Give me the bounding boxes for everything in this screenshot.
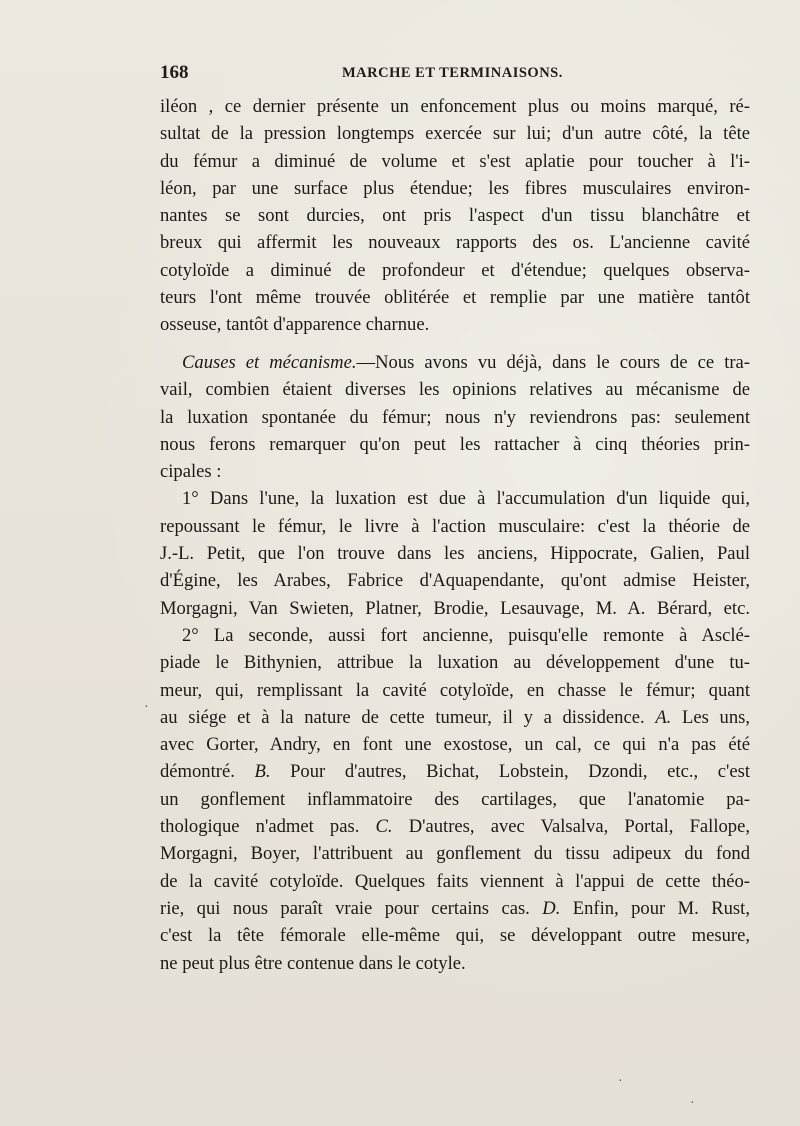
text-line: avec Gorter, Andry, en font une exostose, un cal, ce qui n'a pas été: [160, 734, 750, 756]
paper-speck: ·: [690, 1096, 695, 1111]
text-line: cipales :: [160, 461, 222, 483]
text-line: Morgagni, Boyer, l'attribuent au gonflement du tissu adipeux du fond: [160, 843, 750, 865]
item-marker-d: D.: [542, 897, 561, 919]
text-span: démontré.: [160, 761, 235, 783]
text-line: du fémur a diminué de volume et s'est aplatie pour toucher à l'i-: [160, 150, 750, 172]
running-title: MARCHE ET TERMINAISONS.: [342, 65, 563, 81]
section-heading: Causes et mécanisme.: [182, 352, 357, 373]
text-line: meur, qui, remplissant la cavité cotyloïde, en chasse le fémur; quant: [160, 679, 750, 701]
item-marker-b: B.: [254, 761, 271, 783]
text-line: nantes se sont durcies, ont pris l'aspect d'un tissu blanchâtre et: [160, 205, 750, 227]
text-span: au siége et à la nature de cette tumeur, il y a dissidence.: [160, 706, 645, 728]
text-line: la luxation spontanée du fémur; nous n'y reviendrons pas: seulement: [160, 406, 750, 428]
text-line: breux qui affermit les nouveaux rapports des os. L'ancienne cavité: [160, 232, 750, 254]
paragraph-causes: [160, 349, 750, 977]
text-line: piade le Bithynien, attribue la luxation au développement d'une tu-: [160, 652, 750, 674]
text-line: J.-L. Petit, que l'on trouve dans les anciens, Hippocrate, Galien, Paul: [160, 543, 750, 565]
text-line: [160, 758, 750, 785]
item-marker-a: A.: [655, 706, 672, 728]
page-header: [160, 62, 748, 86]
text-line: léon, par une surface plus étendue; les fibres musculaires environ-: [160, 177, 750, 199]
text-line: [160, 813, 750, 840]
text-line: c'est la tête fémorale elle-même qui, se développant outre mesure,: [160, 925, 750, 947]
text-span: Les uns,: [671, 706, 751, 728]
text-line: ne peut plus être contenue dans le cotyle.: [160, 952, 466, 974]
text-line: sultat de la pression longtemps exercée sur lui; d'un autre côté, la tête: [160, 123, 750, 145]
text-line: vail, combien étaient diverses les opinions relatives au mécanisme de: [160, 379, 750, 401]
text-line: [160, 704, 750, 731]
margin-mark: ·: [144, 700, 149, 715]
text-span: D'autres, avec Valsalva, Portal, Fallope,: [392, 816, 751, 838]
text-line: de la cavité cotyloïde. Quelques faits viennent à l'appui de cette théo-: [160, 870, 750, 892]
text-line: teurs l'ont même trouvée oblitérée et remplie par une matière tantôt: [160, 287, 750, 309]
text-line: 1° Dans l'une, la luxation est due à l'accumulation d'un liquide qui,: [182, 488, 750, 510]
text-span: —Nous avons vu déjà, dans le cours de ce tra-: [356, 352, 750, 373]
text-line: Morgagni, Van Swieten, Platner, Brodie, Lesauvage, M. A. Bérard, etc.: [160, 597, 750, 619]
text-span: Enfin, pour M. Rust,: [560, 897, 750, 919]
text-line: un gonflement inflammatoire des cartilages, que l'anatomie pa-: [160, 788, 750, 810]
text-line: [160, 895, 750, 922]
text-span: rie, qui nous paraît vraie pour certains cas.: [160, 897, 530, 919]
text-line: [160, 349, 750, 376]
text-span: Pour d'autres, Bichat, Lobstein, Dzondi, etc., c'est: [270, 761, 751, 783]
text-line: cotyloïde a diminué de profondeur et d'étendue; quelques observa-: [160, 259, 750, 281]
paragraph-anatomy: [160, 93, 750, 339]
text-line: osseuse, tantôt d'apparence charnue.: [160, 314, 430, 336]
text-line: d'Égine, les Arabes, Fabrice d'Aquapendante, qu'ont admise Heister,: [160, 570, 750, 592]
paper-speck: ·: [618, 1074, 623, 1089]
text-line: nous ferons remarquer qu'on peut les rattacher à cinq théories prin-: [160, 433, 750, 455]
text-line: iléon , ce dernier présente un enfoncement plus ou moins marqué, ré-: [160, 96, 750, 117]
item-marker-c: C.: [375, 816, 393, 838]
text-line: repoussant le fémur, le livre à l'action musculaire: c'est la théorie de: [160, 515, 750, 537]
page-number: 168: [160, 62, 189, 83]
text-span: thologique n'admet pas.: [160, 816, 360, 838]
text-line: 2° La seconde, aussi fort ancienne, puisqu'elle remonte à Asclé-: [182, 624, 750, 646]
